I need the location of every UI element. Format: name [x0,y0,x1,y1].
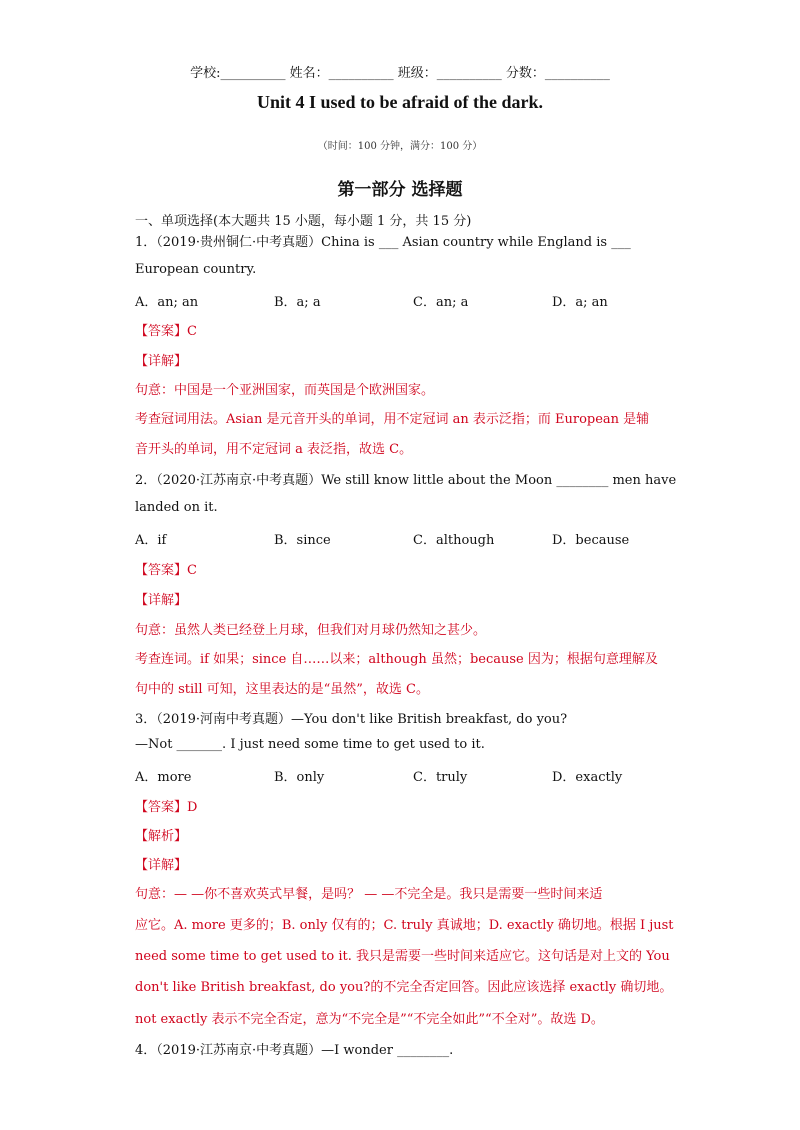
question-2-stem-cont: landed on it. [135,500,218,515]
instructions: 一、单项选择(本大题共 15 小题，每小题 1 分，共 15 分) [135,214,472,229]
question-1-stem: 1．（2019·贵州铜仁·中考真题）China is ___ Asian country while England is ___ [135,235,631,250]
question-2-answer: 【答案】C [135,563,197,578]
question-3-detail-label: 【详解】 [135,858,188,873]
question-3-option-c: C．truly [413,770,468,785]
question-3-answer: 【答案】D [135,800,198,815]
question-3-explanation-5: not exactly 表示不完全否定，意为“不完全是”“不完全如此”“不全对”。故选 D。 [135,1012,604,1027]
question-1-explanation-cont: 音开头的单词，用不定冠词 a 表泛指，故选 C。 [135,442,413,457]
question-3-option-b: B．only [274,770,325,785]
question-2-explanation: 考查连词。if 如果；since 自……以来；although 虽然；because 因为；根据句意理解及 [135,652,658,667]
question-3-option-a: A．more [135,770,192,785]
question-3-option-d: D．exactly [552,770,623,785]
question-2-option-b: B．since [274,533,331,548]
question-1-option-c: C．an; a [413,295,469,310]
question-1-explanation: 考查冠词用法。Asian 是元音开头的单词，用不定冠词 an 表示泛指；而 European 是辅 [135,412,650,427]
question-2-explanation-cont: 句中的 still 可知，这里表达的是“虽然”，故选 C。 [135,682,430,697]
question-3-explanation: 句意：— —你不喜欢英式早餐，是吗？ — —不完全是。我只是需要一些时间来适 [135,887,603,902]
question-2-option-a: A．if [135,533,167,548]
question-3-stem: 3．（2019·河南中考真题）—You don't like British breakfast, do you? [135,712,568,727]
question-3-explanation-2: 应它。A. more 更多的；B. only 仅有的；C. truly 真诚地；D. exactly 确切地。根据 I just [135,918,674,933]
student-info-header [0,62,800,81]
question-1-stem-cont: European country. [135,262,257,277]
question-1-detail-label: 【详解】 [135,354,188,369]
name-field[interactable]: 姓名：__________ [289,66,394,81]
question-2-meaning: 句意：虽然人类已经登上月球，但我们对月球仍然知之甚少。 [135,623,487,638]
question-2-option-d: D．because [552,533,630,548]
class-field[interactable]: 班级：__________ [397,66,502,81]
question-1-option-d: D．a; an [552,295,608,310]
school-field[interactable]: 学校:__________ [190,66,286,81]
exam-time-note: （时间：100 分钟，满分：100 分） [317,141,483,152]
question-1-answer: 【答案】C [135,324,197,339]
unit-title: Unit 4 I used to be afraid of the dark. [256,92,543,112]
question-1-option-a: A．an; an [135,295,199,310]
question-2-option-c: C．although [413,533,495,548]
question-3-explanation-4: don't like British breakfast, do you?的不完全否定回答。因此应该选择 exactly 确切地。 [135,980,673,995]
question-2-detail-label: 【详解】 [135,593,188,608]
section-title: 第一部分 选择题 [337,180,463,200]
question-4-stem: 4．（2019·江苏南京·中考真题）—I wonder ________. [135,1043,454,1058]
question-3-stem-cont: —Not _______. I just need some time to get used to it. [135,737,485,752]
score-field[interactable]: 分数：__________ [505,66,610,81]
question-1-meaning: 句意：中国是一个亚洲国家，而英国是个欧洲国家。 [135,383,435,398]
question-2-stem: 2．（2020·江苏南京·中考真题）We still know little about the Moon ________ men have [135,473,677,488]
question-3-explanation-3: need some time to get used to it. 我只是需要一些时间来适应它。这句话是对上文的 You [135,949,670,964]
question-1-option-b: B．a; a [274,295,321,310]
question-3-analysis-label: 【解析】 [135,829,188,844]
